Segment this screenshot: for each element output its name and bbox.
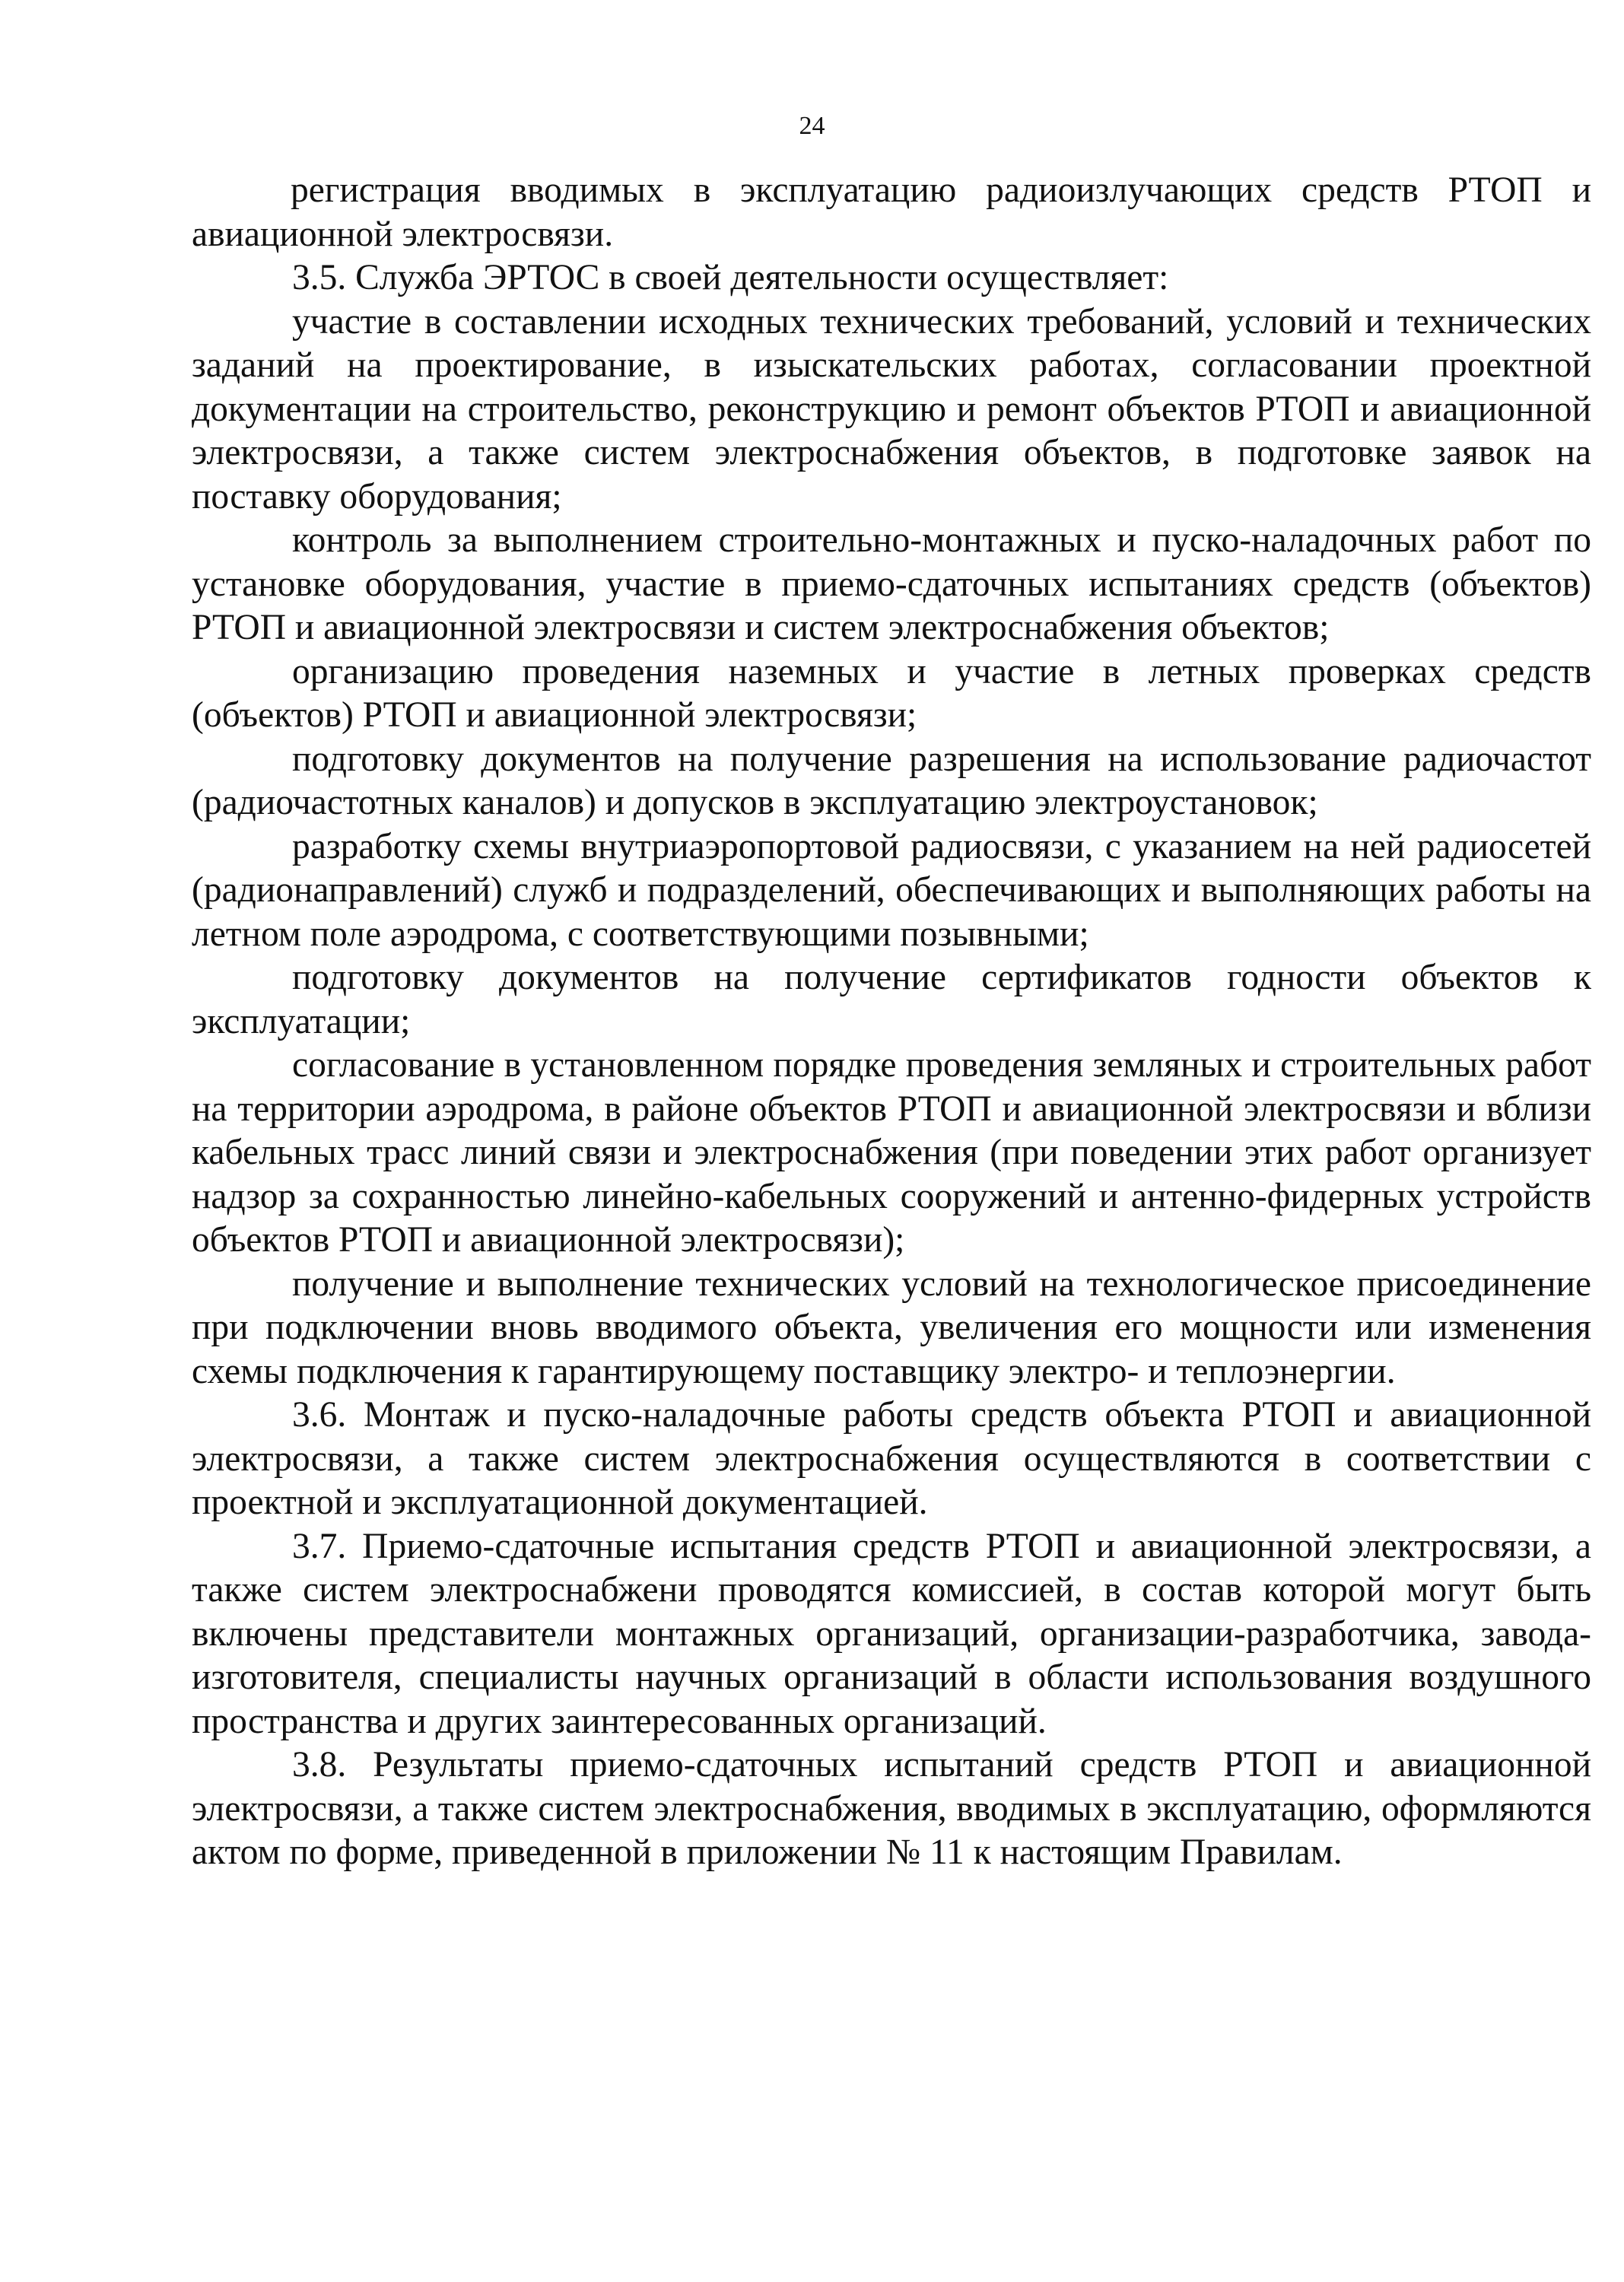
paragraph-3-7: 3.7. Приемо-сдаточные испытания средств РТОП и авиационной электросвязи, а также систем электроснабжени проводятся комиссией, в состав которой могут быть включены представители монтажных организаций, организации-разработчика, завода-изготовителя, специалисты научных организаций в области использования воздушного пространства и других заинтересованных организаций. <box>192 1526 1591 1741</box>
paragraph-3-6: 3.6. Монтаж и пуско-наладочные работы средств объекта РТОП и авиационной электросвязи, а также систем электроснабжения осуществляются в соответствии с проектной и эксплуатационной документацией. <box>192 1395 1591 1522</box>
paragraph-participation: участие в составлении исходных технических требований, условий и технических заданий на проектирование, в изыскательских работах, согласовании проектной документации на строительство, реконструкцию и ремонт объектов РТОП и авиационной электросвязи, а также систем электроснабжения объектов, в подготовке заявок на поставку оборудования; <box>192 301 1591 516</box>
paragraph-organization: организацию проведения наземных и участие в летных проверках средств (объектов) РТОП и авиационной электросвязи; <box>192 651 1591 735</box>
paragraph-control: контроль за выполнением строительно-монтажных и пуско-наладочных работ по установке оборудования, участие в приемо-сдаточных испытаниях средств (объектов) РТОП и авиационной электросвязи и систем электроснабжения объектов; <box>192 520 1591 647</box>
paragraph-certificates: подготовку документов на получение сертификатов годности объектов к эксплуатации; <box>192 958 1591 1041</box>
paragraph-registration: регистрация вводимых в эксплуатацию радиоизлучающих средств РТОП и авиационной электросвязи. <box>192 170 1591 254</box>
paragraph-3-5: 3.5. Служба ЭРТОС в своей деятельности осуществляет: <box>292 258 1169 297</box>
page-number: 24 <box>799 112 825 140</box>
paragraph-earthworks: согласование в установленном порядке проведения земляных и строительных работ на территории аэродрома, в районе объектов РТОП и авиационной электросвязи и вблизи кабельных трасс линий связи и электроснабжения (при поведении этих работ организует надзор за сохранностью линейно-кабельных сооружений и антенно-фидерных устройств объектов РТОП и авиационной электросвязи); <box>192 1045 1591 1260</box>
paragraph-3-8: 3.8. Результаты приемо-сдаточных испытаний средств РТОП и авиационной электросвязи, а также систем электроснабжения, вводимых в эксплуатацию, оформляются актом по форме, приведенной в приложении № 11 к настоящим Правилам. <box>192 1745 1591 1872</box>
document-body <box>192 169 1591 1875</box>
paragraph-permits: подготовку документов на получение разрешения на использование радиочастот (радиочастотных каналов) и допусков в эксплуатацию электроустановок; <box>192 739 1591 822</box>
paragraph-connection: получение и выполнение технических условий на технологическое присоединение при подключении вновь вводимого объекта, увеличения его мощности или изменения схемы подключения к гарантирующему поставщику электро- и теплоэнергии. <box>192 1263 1591 1391</box>
paragraph-radio-scheme: разработку схемы внутриаэропортовой радиосвязи, с указанием на ней радиосетей (радионаправлений) служб и подразделений, обеспечивающих и выполняющих работы на летном поле аэродрома, с соответствующими позывными; <box>192 826 1591 954</box>
